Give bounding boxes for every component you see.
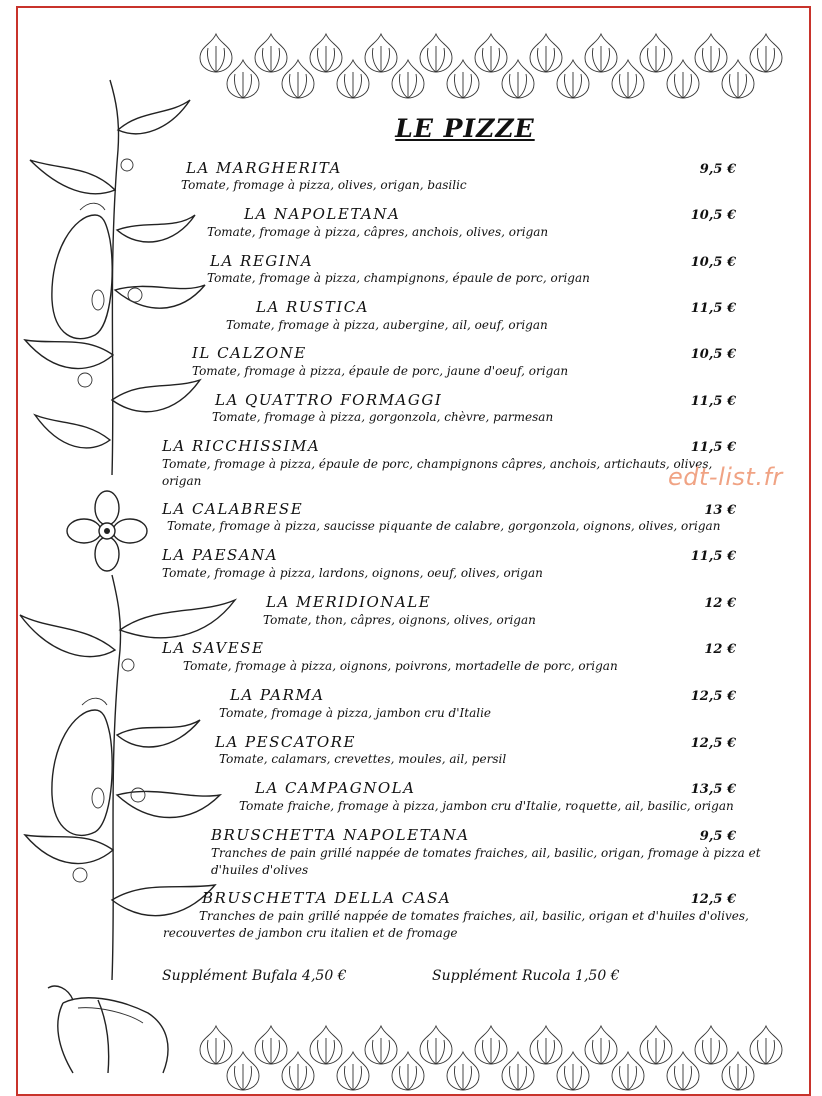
pizza-name: LA MARGHERITA bbox=[186, 159, 342, 177]
pizza-name: LA SAVESE bbox=[162, 639, 265, 657]
pizza-price: 11,5 € bbox=[690, 440, 736, 455]
onion-drawing bbox=[392, 1052, 424, 1090]
onion-drawing bbox=[447, 1052, 479, 1090]
onion-drawing bbox=[255, 1026, 287, 1064]
onion-drawing bbox=[557, 60, 589, 98]
onion-drawing bbox=[365, 34, 397, 72]
onion-drawing bbox=[695, 1026, 727, 1064]
flower-illustration bbox=[66, 490, 148, 572]
pizza-description: Tomate, fromage à pizza, saucisse piquante de calabre, gorgonzola, oignons, olives, origan bbox=[167, 519, 721, 533]
onion-drawing bbox=[310, 1026, 342, 1064]
onion-drawing bbox=[640, 1026, 672, 1064]
onion-drawing bbox=[695, 34, 727, 72]
pizza-price: 10,5 € bbox=[690, 347, 736, 362]
onion-drawing bbox=[612, 1052, 644, 1090]
pizza-name: LA PESCATORE bbox=[215, 733, 356, 751]
onion-drawing bbox=[612, 60, 644, 98]
pizza-description: Tranches de pain grillé nappée de tomates fraiches, ail, basilic, origan, fromage à pizza et d'huiles d'olives bbox=[211, 846, 761, 877]
onion-drawing bbox=[337, 60, 369, 98]
onion-drawing bbox=[337, 1052, 369, 1090]
pizza-price: 9,5 € bbox=[699, 162, 736, 177]
onion-drawing bbox=[310, 34, 342, 72]
onion-drawing bbox=[530, 34, 562, 72]
onion-drawing bbox=[722, 60, 754, 98]
onion-border-top-illustration bbox=[190, 30, 790, 100]
pizza-name: LA PAESANA bbox=[162, 546, 279, 564]
pizza-description: Tomate, fromage à pizza, gorgonzola, chèvre, parmesan bbox=[212, 410, 554, 424]
menu-title: LE PIZZE bbox=[395, 114, 535, 143]
pizza-description: Tomate, fromage à pizza, épaule de porc, jaune d'oeuf, origan bbox=[192, 364, 569, 378]
pizza-name: LA CAMPAGNOLA bbox=[255, 779, 416, 797]
pizza-price: 9,5 € bbox=[699, 829, 736, 844]
onion-drawing bbox=[667, 60, 699, 98]
onion-drawing bbox=[420, 34, 452, 72]
pizza-name: LA CALABRESE bbox=[162, 500, 304, 518]
onion-drawing bbox=[255, 34, 287, 72]
onion-drawing bbox=[282, 60, 314, 98]
pizza-price: 13 € bbox=[704, 503, 736, 518]
pizza-price: 11,5 € bbox=[690, 301, 736, 316]
onion-drawing bbox=[530, 1026, 562, 1064]
onion-drawing bbox=[502, 60, 534, 98]
pizza-price: 12 € bbox=[704, 596, 736, 611]
pizza-name: LA REGINA bbox=[210, 252, 314, 270]
pizza-price: 13,5 € bbox=[690, 782, 736, 797]
onion-border-bottom-illustration bbox=[190, 1022, 790, 1092]
onion-drawing bbox=[282, 1052, 314, 1090]
onion-drawing bbox=[475, 34, 507, 72]
pizza-description: Tomate, fromage à pizza, lardons, oignons, oeuf, olives, origan bbox=[162, 566, 543, 580]
pizza-description: Tomate, fromage à pizza, olives, origan, basilic bbox=[181, 178, 467, 192]
onion-drawing bbox=[365, 1026, 397, 1064]
pizza-description: Tomate fraiche, fromage à pizza, jambon cru d'Italie, roquette, ail, basilic, origan bbox=[239, 799, 734, 813]
pizza-description: Tomate, thon, câpres, oignons, olives, origan bbox=[263, 613, 536, 627]
pepper-illustration bbox=[38, 978, 178, 1078]
pizza-description: Tomate, fromage à pizza, champignons, épaule de porc, origan bbox=[207, 271, 590, 285]
pizza-description: Tomate, fromage à pizza, oignons, poivrons, mortadelle de porc, origan bbox=[183, 659, 618, 673]
onion-drawing bbox=[200, 34, 232, 72]
onion-drawing bbox=[420, 1026, 452, 1064]
onion-drawing bbox=[667, 1052, 699, 1090]
pizza-price: 12 € bbox=[704, 642, 736, 657]
pizza-description: Tomate, fromage à pizza, câpres, anchois, olives, origan bbox=[207, 225, 549, 239]
onion-drawing bbox=[750, 1026, 782, 1064]
pizza-description: Tranches de pain grillé nappée de tomates fraiches, ail, basilic, origan et d'huiles d'olives, recouvertes de jambon cru italien et de fromage bbox=[163, 909, 749, 940]
onion-drawing bbox=[585, 1026, 617, 1064]
pizza-name: LA RICCHISSIMA bbox=[162, 437, 321, 455]
supplement-rucola: Supplément Rucola 1,50 € bbox=[432, 968, 620, 984]
pizza-price: 12,5 € bbox=[690, 736, 736, 751]
pizza-description: Tomate, fromage à pizza, aubergine, ail, oeuf, origan bbox=[226, 318, 548, 332]
pizza-name: LA MERIDIONALE bbox=[266, 593, 432, 611]
pizza-name: LA RUSTICA bbox=[256, 298, 370, 316]
eggplant-plant-illustration-top bbox=[20, 70, 210, 480]
pizza-description: Tomate, fromage à pizza, épaule de porc, champignons câpres, anchois, artichauts, olives, origan bbox=[162, 457, 713, 488]
onion-drawing bbox=[640, 34, 672, 72]
watermark: edt-list.fr bbox=[668, 463, 783, 491]
pizza-name: LA PARMA bbox=[230, 686, 325, 704]
onion-drawing bbox=[750, 34, 782, 72]
supplement-bufala: Supplément Bufala 4,50 € bbox=[162, 968, 347, 984]
pizza-price: 11,5 € bbox=[690, 394, 736, 409]
pizza-price: 11,5 € bbox=[690, 549, 736, 564]
pizza-name: BRUSCHETTA DELLA CASA bbox=[202, 889, 452, 907]
pizza-name: BRUSCHETTA NAPOLETANA bbox=[211, 826, 470, 844]
onion-drawing bbox=[502, 1052, 534, 1090]
onion-drawing bbox=[392, 60, 424, 98]
pizza-price: 12,5 € bbox=[690, 689, 736, 704]
onion-drawing bbox=[227, 60, 259, 98]
pizza-name: LA NAPOLETANA bbox=[244, 205, 401, 223]
pizza-description: Tomate, fromage à pizza, jambon cru d'Italie bbox=[219, 706, 492, 720]
onion-drawing bbox=[447, 60, 479, 98]
pizza-price: 12,5 € bbox=[690, 892, 736, 907]
onion-drawing bbox=[200, 1026, 232, 1064]
onion-drawing bbox=[557, 1052, 589, 1090]
pizza-name: LA QUATTRO FORMAGGI bbox=[215, 391, 443, 409]
onion-drawing bbox=[722, 1052, 754, 1090]
onion-drawing bbox=[585, 34, 617, 72]
onion-drawing bbox=[475, 1026, 507, 1064]
pizza-description: Tomate, calamars, crevettes, moules, ail, persil bbox=[219, 752, 507, 766]
pizza-price: 10,5 € bbox=[690, 255, 736, 270]
onion-drawing bbox=[227, 1052, 259, 1090]
pizza-name: IL CALZONE bbox=[192, 344, 307, 362]
pizza-price: 10,5 € bbox=[690, 208, 736, 223]
